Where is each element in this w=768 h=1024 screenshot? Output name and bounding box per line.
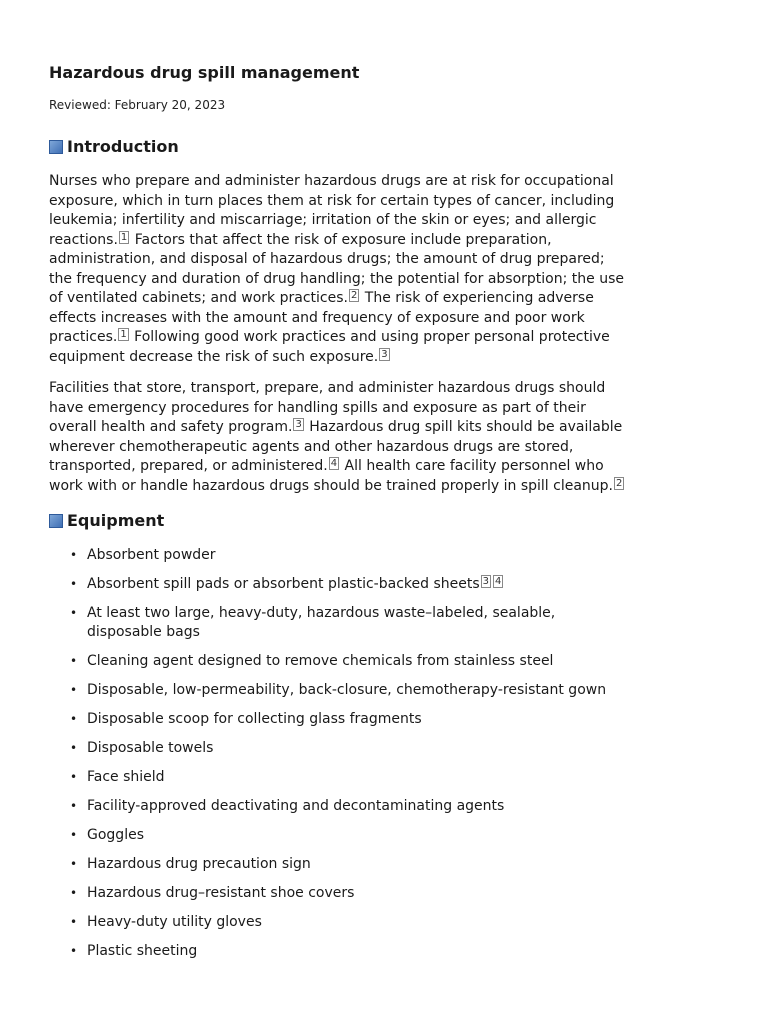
intro-p1-text-4: Following good work practices and using proper personal protective equipment decrease the risk of such exposure.: [49, 329, 610, 365]
list-item: • Cleaning agent designed to remove chemicals from stainless steel: [87, 652, 629, 671]
list-item: • Goggles: [87, 826, 629, 845]
reviewed-date: Reviewed: February 20, 2023: [49, 98, 226, 112]
reference-link[interactable]: 4: [330, 458, 338, 469]
reference-link[interactable]: 3: [482, 576, 490, 587]
equipment-section: [49, 510, 629, 961]
list-item: • At least two large, heavy-duty, hazardous waste–labeled, sealable, disposable bags: [87, 604, 629, 642]
reference-link[interactable]: 3: [295, 419, 302, 430]
introduction-paragraph-2: [49, 379, 629, 496]
reference-link[interactable]: 1: [120, 329, 127, 340]
list-item: • Absorbent powder: [87, 546, 629, 565]
page-title: Hazardous drug spill management: [49, 63, 360, 82]
list-item: • Plastic sheeting: [87, 942, 629, 961]
intro-p2-text-1: Facilities that store, transport, prepare, and administer hazardous drugs should have emergency procedures for handling spills and exposure as part of their overall health and safety program.: [49, 380, 606, 435]
introduction-section: [49, 136, 629, 496]
section-square-icon: [49, 140, 63, 154]
list-item: • Hazardous drug–resistant shoe covers: [87, 884, 629, 903]
intro-p1-text-3: The risk of experiencing adverse effects increases with the amount and frequency of exposure and poor work practices.: [49, 290, 594, 345]
list-item: • Disposable scoop for collecting glass fragments: [87, 710, 629, 729]
equipment-list: [49, 546, 629, 961]
intro-p2-text-3: All health care facility personnel who work with or handle hazardous drugs should be trained properly in spill cleanup.: [49, 458, 613, 494]
section-square-icon: [49, 514, 63, 528]
list-item: • Face shield: [87, 768, 629, 787]
reference-link[interactable]: 2: [616, 477, 623, 489]
list-item: • Disposable towels: [87, 739, 629, 758]
list-item: [87, 575, 629, 594]
list-item: • Disposable, low-permeability, back-closure, chemotherapy-resistant gown: [87, 681, 629, 700]
reference-link[interactable]: 4: [495, 576, 502, 587]
intro-p1-text-2: Factors that affect the risk of exposure include preparation, administration, and disposal of hazardous drugs; the amount of drug prepared; the frequency and duration of drug handling; the potential for absorption; the use of ventilated cabinets; and work practices.: [49, 231, 624, 306]
equipment-heading: [49, 510, 629, 532]
introduction-heading: [49, 136, 629, 158]
introduction-heading-label: Introduction: [67, 137, 179, 156]
list-item: • Heavy-duty utility gloves: [87, 913, 629, 932]
intro-p1-text-1: Nurses who prepare and administer hazardous drugs are at risk for occupational exposure, which in turn places them at risk for certain types of cancer, including leukemia; infertility and miscarriage; irritation of the skin or eyes; and allergic reactions.: [49, 173, 615, 248]
intro-p2-text-2: Hazardous drug spill kits should be available wherever chemotherapeutic agents and other hazardous drugs are stored, transported, prepared, or administered.: [49, 419, 623, 474]
list-item: • Facility-approved deactivating and decontaminating agents: [87, 797, 629, 816]
list-item: • Hazardous drug precaution sign: [87, 855, 629, 874]
equipment-heading-label: Equipment: [67, 511, 165, 530]
reference-link[interactable]: 1: [120, 231, 128, 243]
introduction-paragraph-1: [49, 172, 629, 367]
reference-link[interactable]: 3: [381, 348, 388, 360]
reference-link[interactable]: 2: [350, 290, 358, 301]
list-item-text: Absorbent spill pads or absorbent plastic-backed sheets: [87, 576, 480, 592]
